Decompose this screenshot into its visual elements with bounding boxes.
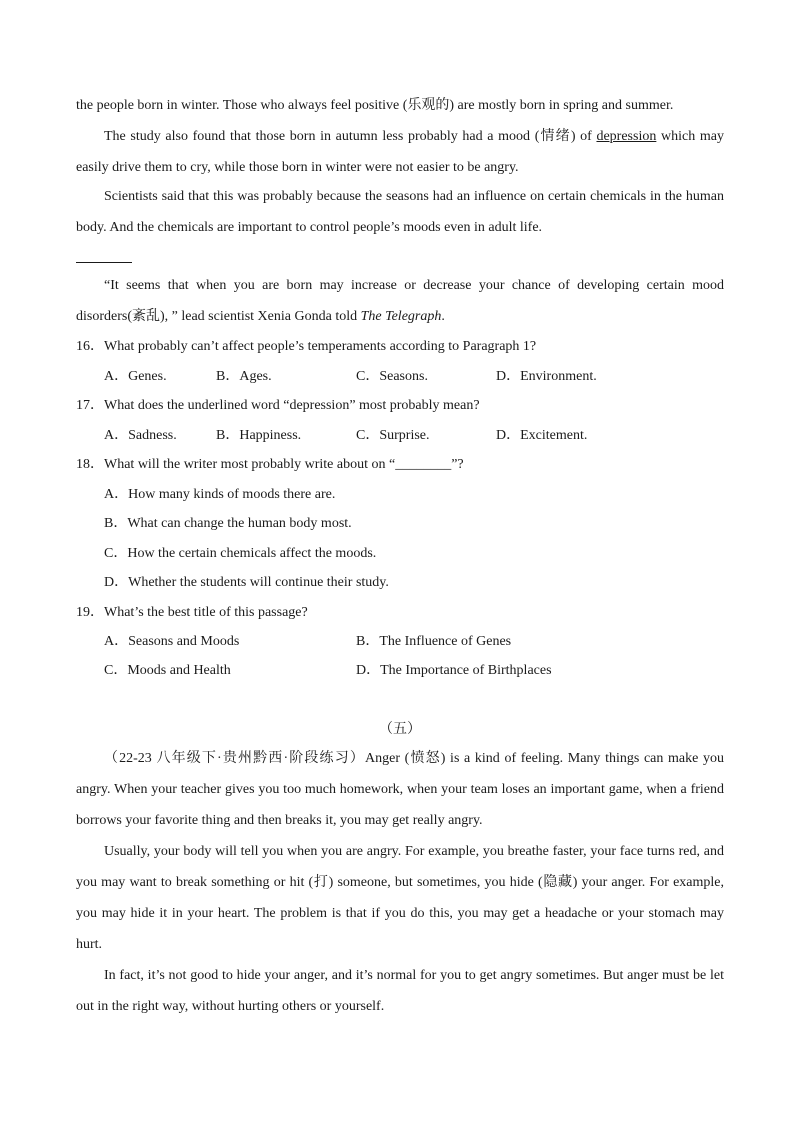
q16-option-c: C．Seasons. [356,369,428,384]
q18-stem-before: 18．What will the writer most probably write about on “ [76,457,396,472]
underlined-word-depression: depression [596,129,657,144]
blank-line-marker [76,252,132,272]
q18-option-d: D．Whether the students will continue their study. [104,575,389,590]
q18-option-b: B．What can change the human body most. [104,516,352,531]
q17-option-c: C．Surprise. [356,428,430,443]
p2-text-after: which may easily drive them to cry, while those born in winter were not easier to be angry. [76,129,724,175]
section-5-heading: （五） [379,722,421,737]
q18-stem-after: ”? [451,457,464,472]
p4-text-before: “It seems that when you are born may increase or decrease your chance of developing certain mood disorders(紊乱), ” lead scientist Xenia Gonda told [76,278,724,324]
q16-option-a: A．Genes. [104,369,167,384]
question-16-stem: 16．What probably can’t affect people’s temperaments according to Paragraph 1? [76,339,537,354]
q17-option-b: B．Happiness. [216,428,302,443]
q16-option-d: D．Environment. [496,369,597,384]
q17-option-a: A．Sadness. [104,428,177,443]
question-18-stem [76,455,464,475]
passage4-paragraph2 [76,121,724,183]
question-19-stem: 19．What’s the best title of this passage? [76,605,308,620]
q16-option-b: B．Ages. [216,369,272,384]
section5-paragraph1: （22-23 八年级下·贵州黔西·阶段练习）Anger (愤怒) is a kind of feeling. Many things can make you angry. When your teacher gives you too much homework, when your team loses an important game, when a friend borrows your favorite thing and then breaks it, you may get really angry. [76,751,724,828]
section5-paragraph3: In fact, it’s not good to hide your anger, and it’s normal for you to get angry sometimes. But anger must be let out in the right way, without hurting others or yourself. [76,968,724,1014]
q19-option-a: A．Seasons and Moods [104,634,240,649]
passage4-paragraph4 [76,270,724,332]
p4-text-after: . [441,309,445,324]
q19-option-d: D．The Importance of Birthplaces [356,663,552,678]
section5-paragraph2: Usually, your body will tell you when you are angry. For example, you breathe faster, your face turns red, and you may want to break something or hit (打) someone, but sometimes, you hide (隐藏) your anger. For example, you may hide it in your heart. The problem is that if you do this, you may get a headache or your stomach may hurt. [76,844,724,952]
q18-option-c: C．How the certain chemicals affect the moods. [104,546,377,561]
p4-italic-title: The Telegraph [360,309,442,324]
q18-stem-blank: ________ [395,457,452,472]
q17-option-d: D．Excitement. [496,428,588,443]
q19-option-c: C．Moods and Health [104,663,231,678]
passage4-line1: the people born in winter. Those who always feel positive (乐观的) are mostly born in spring and summer. [76,98,674,113]
question-17-stem: 17．What does the underlined word “depression” most probably mean? [76,398,480,413]
p2-text-before: The study also found that those born in autumn less probably had a mood (情绪) of [104,129,597,144]
passage4-paragraph3: Scientists said that this was probably because the seasons had an influence on certain chemicals in the human body. And the chemicals are important to control people’s moods even in adult life. [76,189,724,235]
q18-option-a: A．How many kinds of moods there are. [104,487,336,502]
q19-option-b: B．The Influence of Genes [356,634,512,649]
blank-rule [76,261,132,263]
